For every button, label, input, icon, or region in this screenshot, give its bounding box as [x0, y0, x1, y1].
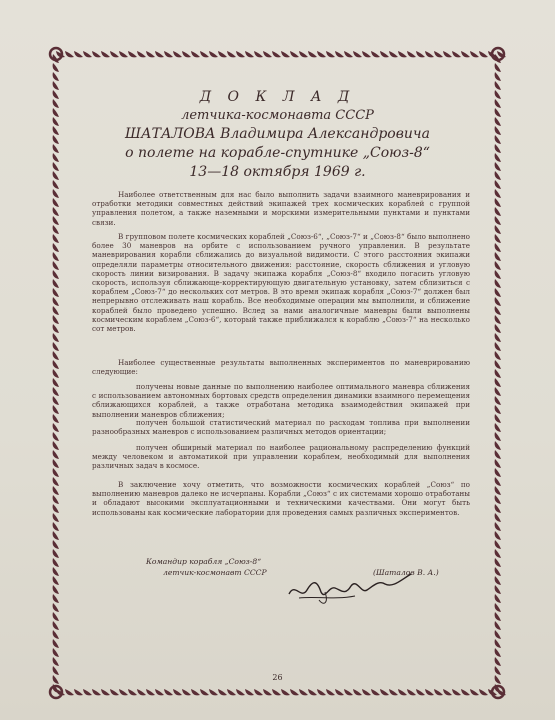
document-title: Д О К Л А Д [199, 89, 356, 105]
result-item-3: получен обширный материал по наиболее рациональному распределению функций между человеком и автоматикой при управлении кораблем, необходимый для выполнения различных задач в космосе. [92, 443, 470, 471]
page-number: 26 [272, 673, 283, 682]
document-subtitle: летчика-космонавта СССР [181, 108, 374, 123]
result-item-2: получен большой статистический материал по расходам топлива при выполнении разнообразных маневров с использованием различных методов ориентации; [92, 418, 470, 437]
signature-role-line-2: летчик-космонавт СССР [163, 568, 267, 577]
handwritten-signature [285, 570, 415, 610]
paragraph-1: Наиболее ответственным для нас было выполнить задачи взаимного маневрирования и отработки методики совместных действий экипажей трех космических кораблей с группой управления полетом, а также наземными и морскими измерительными пунктами и пунктами связи. [92, 190, 470, 227]
report-dates: 13—18 октября 1969 г. [189, 164, 366, 180]
author-name: ШАТАЛОВА Владимира Александровича [125, 126, 430, 142]
result-item-1: получены новые данные по выполнению наиболее оптимального маневра сближения с использованием автономных бортовых средств определения динамики взаимного перемещения сближающихся кораблей, а также отработана методика взаимодействия экипажей при выполнении маневров сближения; [92, 382, 470, 419]
paragraph-3: Наиболее существенные результаты выполненных экспериментов по маневрированию следующие: [92, 358, 470, 377]
signature-role-line-1: Командир корабля „Союз-8“ [146, 557, 262, 566]
signature-name: (Шаталов В. А.) [373, 568, 439, 577]
paragraph-2: В групповом полете космических кораблей „Союз-6“, „Союз-7“ и „Союз-8“ было выполнено более 30 маневров на орбите с использованием ручного управления. В результате маневрирования корабли сближались до визуальной видимости. С этого расстояния экипажи определяли параметры относительного движения: расстояние, скорость сближения и угловую скорость линии визирования. В задачу экипажа корабля „Союз-8“ входило погасить угловую скорость, используя сближающе-корректирующую двигательную установку, затем сблизиться с кораблем „Союз-7“ до нескольких сот метров. В это время экипаж корабля „Союз-7“ должен был непрерывно отслеживать наш корабль. Все необходимые операции мы выполнили, и сближение кораблей было проведено успешно. Вслед за нами аналогичные маневры были выполнены космическим кораблем „Союз-6“, который также приближался к кораблю „Союз-7“ на несколько сот метров. [92, 232, 470, 334]
paragraph-4: В заключение хочу отметить, что возможности космических кораблей „Союз“ по выполнению маневров далеко не исчерпаны. Корабли „Союз“ с их системами хорошо отработаны и обладают высокими эксплуатационными и техническими качествами. Они могут быть использованы как космические лаборатории для проведения самых различных экспериментов. [92, 480, 470, 517]
report-topic: о полете на корабле-спутнике „Союз-8“ [125, 145, 430, 161]
